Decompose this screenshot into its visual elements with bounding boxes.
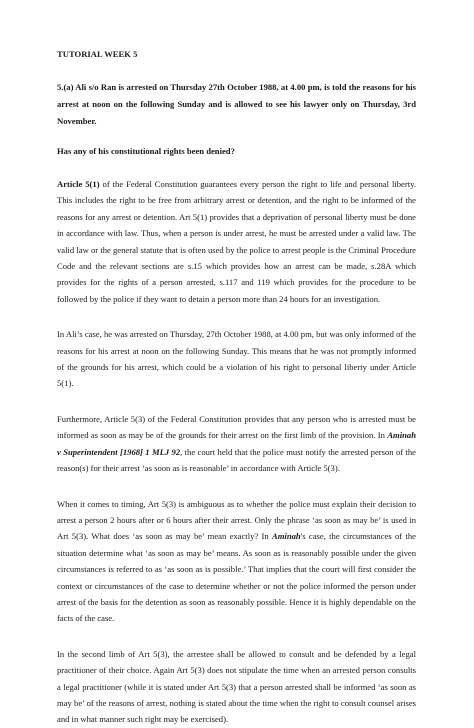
sub-question: Has any of his constitutional rights been denied? [57, 146, 235, 156]
paragraph-article-5-1 [57, 176, 416, 307]
paragraph-3-after: , the court held that the police must notify the arrested person of the reason(s) for their arrest ‘as soon as is reasonable’ in accordance with Article 5(3). [57, 446, 416, 474]
paragraph-3-before: Furthermore, Article 5(3) of the Federal Constitution provides that any person who is arrested must be informed as soon as may be of the grounds for their arrest on the first limb of the provision. In [57, 413, 416, 441]
paragraph-alis-case: In Ali’s case, he was arrested on Thursday, 27th October 1988, at 4.00 pm, but was only informed of the reasons for his arrest at noon on the following Sunday. This means that he was not promptly informed of the grounds for his arrest, which could be a violation of his right to personal liberty under Article 5(1). [57, 329, 416, 389]
case-name-aminah: Aminah [272, 531, 301, 542]
paragraph-article-5-3 [57, 411, 416, 477]
paragraph-timing [57, 496, 416, 627]
page-title: TUTORIAL WEEK 5 [57, 49, 138, 59]
case-citation-aminah: Aminah v Superintendent [1968] 1 MLJ 92 [57, 430, 416, 457]
paragraph-4-after: 's case, the circumstances of the situation determine what ‘as soon as may be’ means. As soon as is reasonably possible under the given circumstances is referred to as ‘as soon as is possible.’ That implies that the court will first consider the context or circumstances of the case to determine whether or not the police informed the person under arrest of the basis for the detention as soon as reasonably possible. Hence it is highly dependable on the facts of the case. [57, 531, 416, 624]
paragraph-1-text: of the Federal Constitution guarantees every person the right to life and personal liberty. This includes the right to be free from arbitrary arrest or detention, and the right to be informed of the reasons for any arrest or detention. Art 5(1) provides that a deprivation of personal liberty must be done in accordance with law. Thus, when a person is under arrest, he must be arrested under a valid law. The valid law or the general statute that is often used by the police to arrest people is the Criminal Procedure Code and the relevant sections are s.15 which provides how an arrest can be made, s.28A which provides for the rights of a person arrested, s.117 and 119 which provides for the procedure to be followed by the police if they want to detain a person more than 24 hours for an investigation. [57, 179, 416, 304]
article-5-1-lead: Article 5(1) [57, 179, 100, 189]
paragraph-4-before: When it comes to timing, Art 5(3) is ambiguous as to whether the police must explain their decision to arrest a person 2 hours after or 6 hours after their arrest. Only the phrase ‘as soon as may be’ is used in Art 5(3). What does ‘as soon as may be’ mean exactly? In [57, 498, 416, 542]
question-text: 5.(a) Ali s/o Ran is arrested on Thursday 27th October 1988, at 4.00 pm, is told the reasons for his arrest at noon on the following Sunday and is allowed to see his lawyer only on Thursday, 3rd November. [57, 82, 416, 126]
paragraph-second-limb: In the second limb of Art 5(3), the arrestee shall be allowed to consult and be defended by a legal practitioner of their choice. Again Art 5(3) does not stipulate the time when an arrested person consults a legal practitioner (while it is stated under Art 5(3) that a person arrested shall be informed ‘as soon as may be’ of the reasons of arrest, nothing is stated about the time when the right to consult counsel arises and in what manner such right may be exercised). [57, 648, 416, 725]
